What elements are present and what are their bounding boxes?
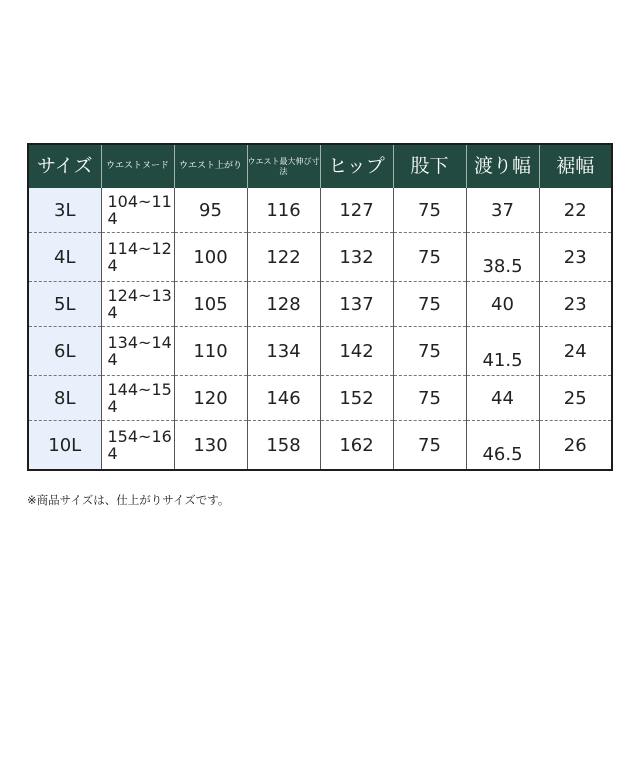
cell-inseam: 75 — [393, 327, 466, 376]
header-hem-width: 裾幅 — [539, 144, 612, 188]
cell-waist-max-stretch: 146 — [247, 376, 320, 421]
cell-size: 5L — [28, 282, 101, 327]
cell-waist-nude: 134~144 — [101, 327, 174, 376]
cell-hip: 137 — [320, 282, 393, 327]
table-row — [28, 233, 612, 282]
cell-thigh-width: 46.5 — [466, 421, 539, 471]
cell-waist-max-stretch: 158 — [247, 421, 320, 471]
cell-hem-width: 26 — [563, 434, 587, 456]
cell-inseam: 75 — [393, 282, 466, 327]
cell-hip: 127 — [320, 188, 393, 233]
cell-thigh-width: 44 — [466, 376, 539, 421]
cell-size: 10L — [28, 421, 101, 471]
cell-hem-width: 24 — [539, 327, 612, 376]
cell-hem-width: 23 — [539, 233, 612, 282]
cell-thigh-width: 38.5 — [466, 233, 539, 282]
table-row — [28, 376, 612, 421]
cell-inseam: 75 — [393, 188, 466, 233]
cell-waist-finished: 95 — [174, 188, 247, 233]
cell-inseam: 75 — [393, 376, 466, 421]
footnote: ※商品サイズは、仕上がりサイズです。 — [27, 493, 230, 507]
cell-thigh-width: 37 — [466, 188, 539, 233]
cell-waist-nude: 104~114 — [101, 188, 174, 233]
cell-hip: 132 — [320, 233, 393, 282]
cell-thigh-width: 40 — [466, 282, 539, 327]
cell-hip: 162 — [320, 421, 393, 471]
header-thigh-width: 渡り幅 — [466, 144, 539, 188]
cell-waist-finished: 130 — [174, 421, 247, 471]
cell-hip: 142 — [320, 327, 393, 376]
cell-size: 3L — [28, 188, 101, 233]
header-waist-finished: ウエスト上がり — [174, 144, 247, 188]
cell-size: 8L — [28, 376, 101, 421]
cell-waist-nude: 144~154 — [101, 376, 174, 421]
cell-waist-max-stretch: 122 — [247, 233, 320, 282]
header-hip: ヒップ — [320, 144, 393, 188]
header-row — [28, 144, 612, 188]
cell-waist-max-stretch: 128 — [247, 282, 320, 327]
cell-waist-nude: 154~164 — [101, 421, 174, 471]
cell-hem-width: 22 — [539, 188, 612, 233]
header-waist-nude: ウエストヌード — [101, 144, 174, 188]
table-row — [28, 327, 612, 376]
header-inseam: 股下 — [393, 144, 466, 188]
cell-waist-max-stretch: 116 — [247, 188, 320, 233]
cell-waist-finished: 100 — [174, 233, 247, 282]
table-row — [28, 421, 612, 471]
table-row — [28, 188, 612, 233]
cell-inseam: 75 — [393, 233, 466, 282]
cell-waist-nude: 114~124 — [101, 233, 174, 282]
cell-waist-max-stretch: 134 — [247, 327, 320, 376]
cell-waist-finished: 105 — [174, 282, 247, 327]
table-row — [28, 282, 612, 327]
size-table — [27, 143, 613, 471]
cell-size: 6L — [28, 327, 101, 376]
cell-thigh-width: 41.5 — [466, 327, 539, 376]
cell-hem-width: 25 — [539, 376, 612, 421]
cell-waist-finished: 120 — [174, 376, 247, 421]
cell-hip: 152 — [320, 376, 393, 421]
cell-waist-finished: 110 — [174, 327, 247, 376]
cell-inseam: 75 — [393, 421, 466, 471]
header-waist-max-stretch: ウエスト最大伸び寸法 — [247, 144, 320, 188]
cell-size: 4L — [28, 233, 101, 282]
cell-waist-nude: 124~134 — [101, 282, 174, 327]
cell-hem-width: 23 — [539, 282, 612, 327]
header-size: サイズ — [28, 144, 101, 188]
